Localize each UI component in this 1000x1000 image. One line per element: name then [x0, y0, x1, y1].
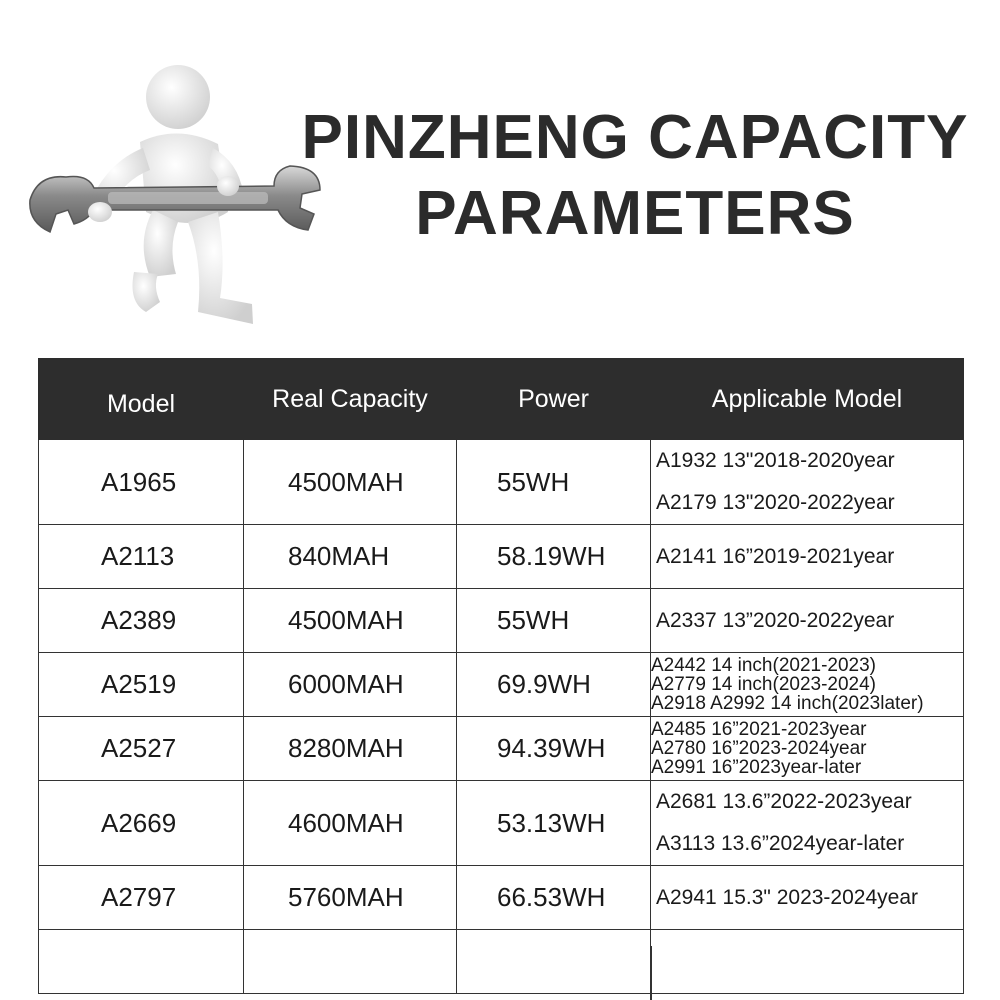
applicable-model-cell	[651, 930, 964, 994]
capacity-parameters-table	[38, 358, 964, 994]
applicable-model-cell	[651, 866, 964, 930]
applicable-model-line: A2681 13.6”2022-2023year	[656, 790, 912, 813]
power-cell: 53.13WH	[457, 781, 651, 866]
model-cell: A2519	[39, 653, 244, 717]
table-row	[39, 781, 964, 866]
page-title	[270, 100, 1000, 252]
applicable-model-line: A2337 13”2020-2022year	[656, 608, 895, 632]
model-cell: A1965	[39, 440, 244, 525]
divider	[650, 946, 652, 1000]
capacity-cell: 4500MAH	[244, 440, 457, 525]
power-cell: 66.53WH	[457, 866, 651, 930]
table-row	[39, 866, 964, 930]
applicable-model-cell	[651, 525, 964, 589]
table-row	[39, 440, 964, 525]
header-real-capacity: Real Capacity	[244, 359, 457, 440]
model-cell: A2113	[39, 525, 244, 589]
table-row	[39, 525, 964, 589]
power-cell: 55WH	[457, 589, 651, 653]
applicable-model-line: A2991 16”2023year-later	[651, 757, 862, 778]
capacity-cell: 840MAH	[244, 525, 457, 589]
applicable-model-line: A2918 A2992 14 inch(2023later)	[651, 693, 924, 714]
title-line-2: PARAMETERS	[415, 179, 855, 248]
power-cell: 94.39WH	[457, 717, 651, 781]
applicable-model-line: A2141 16”2019-2021year	[656, 544, 895, 568]
model-cell: A2797	[39, 866, 244, 930]
power-cell: 58.19WH	[457, 525, 651, 589]
header-model: Model	[39, 359, 244, 440]
model-cell	[39, 930, 244, 994]
applicable-model-line: A2779 14 inch(2023-2024)	[651, 674, 877, 695]
model-cell: A2527	[39, 717, 244, 781]
applicable-model-line: A1932 13"2018-2020year	[656, 449, 895, 472]
applicable-model-cell	[651, 717, 964, 781]
applicable-model-line: A2941 15.3" 2023-2024year	[656, 885, 918, 909]
applicable-model-line: A2485 16”2021-2023year	[651, 719, 867, 740]
capacity-cell	[244, 930, 457, 994]
header-power: Power	[457, 359, 651, 440]
applicable-model-line: A2442 14 inch(2021-2023)	[651, 655, 877, 676]
model-cell: A2389	[39, 589, 244, 653]
applicable-model-line: A3113 13.6”2024year-later	[656, 832, 905, 855]
table-row	[39, 717, 964, 781]
table-row	[39, 930, 964, 994]
table-header-row	[39, 359, 964, 440]
title-line-1: PINZHENG CAPACITY	[301, 103, 969, 172]
applicable-model-cell	[651, 589, 964, 653]
capacity-cell: 6000MAH	[244, 653, 457, 717]
capacity-cell: 4500MAH	[244, 589, 457, 653]
applicable-model-cell	[651, 781, 964, 866]
applicable-model-cell	[651, 653, 964, 717]
power-cell	[457, 930, 651, 994]
capacity-cell: 8280MAH	[244, 717, 457, 781]
applicable-model-cell	[651, 440, 964, 525]
applicable-model-line: A2179 13"2020-2022year	[656, 491, 895, 514]
capacity-cell: 4600MAH	[244, 781, 457, 866]
table-row	[39, 589, 964, 653]
applicable-model-line: A2780 16”2023-2024year	[651, 738, 867, 759]
power-cell: 55WH	[457, 440, 651, 525]
table-row	[39, 653, 964, 717]
capacity-cell: 5760MAH	[244, 866, 457, 930]
header-applicable-model: Applicable Model	[651, 359, 964, 440]
model-cell: A2669	[39, 781, 244, 866]
power-cell: 69.9WH	[457, 653, 651, 717]
